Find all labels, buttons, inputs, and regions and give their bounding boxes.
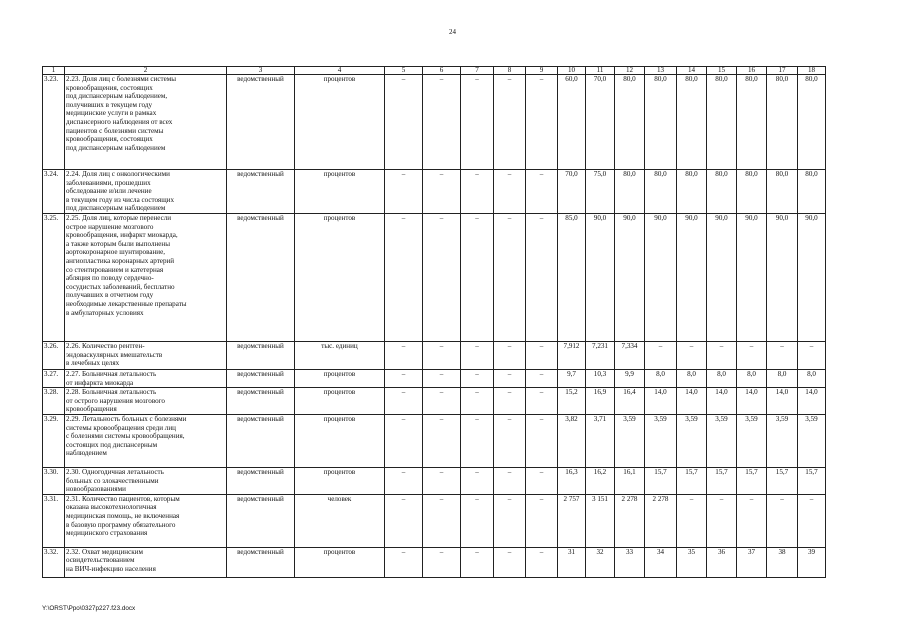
indicator-value: 85,0: [558, 214, 586, 342]
indicator-description: 2.23. Доля лиц с болезнями системы кровообращения, состоящих под диспансерным наблюдением, получивших в текущем году медицинские услуги в рамках диспансерного наблюдения от всех пациентов с болезнями системы кровообращения, состоящих под диспансерным наблюдением: [65, 75, 227, 170]
indicator-value: –: [461, 388, 494, 415]
indicator-type: ведомственный: [227, 342, 295, 370]
indicator-value: 80,0: [798, 75, 826, 170]
indicator-value: 32: [586, 547, 615, 577]
indicator-value: –: [767, 494, 798, 547]
indicator-value: 7,231: [586, 342, 615, 370]
indicator-unit: процентов: [295, 547, 385, 577]
indicator-value: 36: [707, 547, 737, 577]
indicator-value: 15,7: [707, 467, 737, 494]
indicator-value: –: [494, 370, 526, 388]
indicator-value: 80,0: [615, 75, 645, 170]
row-number: 3.26.: [43, 342, 65, 370]
indicator-value: –: [461, 370, 494, 388]
indicator-type: ведомственный: [227, 388, 295, 415]
row-number: 3.24.: [43, 170, 65, 214]
table-row: [43, 547, 826, 577]
indicator-value: 80,0: [707, 75, 737, 170]
indicator-value: –: [494, 388, 526, 415]
indicator-type: ведомственный: [227, 170, 295, 214]
indicator-value: 70,0: [558, 170, 586, 214]
indicator-description: 2.28. Больничная летальность от острого нарушения мозгового кровообращения: [65, 388, 227, 415]
indicator-value: 80,0: [798, 170, 826, 214]
indicator-description: 2.24. Доля лиц с онкологическими заболеваниями, прошедших обследование и/или лечение в текущем году из числа состоящих под диспансерным наблюдением: [65, 170, 227, 214]
indicator-value: 15,7: [798, 467, 826, 494]
indicator-unit: процентов: [295, 75, 385, 170]
row-number: 3.23.: [43, 75, 65, 170]
indicator-value: 2 278: [645, 494, 677, 547]
column-number-row: [43, 67, 826, 75]
column-number: 9: [526, 67, 558, 75]
row-number: 3.27.: [43, 370, 65, 388]
indicator-value: 90,0: [798, 214, 826, 342]
indicator-value: –: [494, 75, 526, 170]
row-number: 3.30.: [43, 467, 65, 494]
indicator-value: –: [385, 170, 423, 214]
indicator-value: 8,0: [645, 370, 677, 388]
indicator-value: –: [461, 75, 494, 170]
indicator-value: –: [385, 75, 423, 170]
indicator-value: –: [385, 494, 423, 547]
indicator-value: –: [494, 342, 526, 370]
indicator-value: –: [461, 170, 494, 214]
indicator-value: 3,59: [767, 414, 798, 467]
indicator-value: –: [737, 494, 767, 547]
indicator-value: –: [798, 494, 826, 547]
column-number: 14: [677, 67, 707, 75]
indicator-value: 10,3: [586, 370, 615, 388]
indicator-value: –: [526, 467, 558, 494]
indicator-value: –: [423, 170, 461, 214]
indicator-value: –: [423, 494, 461, 547]
indicator-value: 9,9: [615, 370, 645, 388]
indicators-table: [42, 66, 826, 578]
indicator-unit: процентов: [295, 214, 385, 342]
column-number: 6: [423, 67, 461, 75]
table-row: [43, 414, 826, 467]
column-number: 1: [43, 67, 65, 75]
indicator-value: 3,59: [615, 414, 645, 467]
indicator-value: –: [494, 547, 526, 577]
column-number: 5: [385, 67, 423, 75]
row-number: 3.32.: [43, 547, 65, 577]
indicator-value: –: [461, 547, 494, 577]
indicator-value: –: [494, 170, 526, 214]
indicator-value: 3,59: [645, 414, 677, 467]
indicator-value: –: [526, 414, 558, 467]
row-number: 3.28.: [43, 388, 65, 415]
indicator-value: 8,0: [798, 370, 826, 388]
indicator-value: –: [707, 342, 737, 370]
indicator-value: –: [526, 547, 558, 577]
indicator-value: –: [494, 414, 526, 467]
indicator-value: 80,0: [737, 170, 767, 214]
indicator-value: –: [526, 75, 558, 170]
indicator-unit: процентов: [295, 388, 385, 415]
indicator-value: 80,0: [677, 75, 707, 170]
indicator-value: 15,7: [645, 467, 677, 494]
indicator-value: 3,59: [737, 414, 767, 467]
column-number: 15: [707, 67, 737, 75]
indicator-value: 90,0: [615, 214, 645, 342]
column-number: 2: [65, 67, 227, 75]
indicator-value: –: [385, 388, 423, 415]
indicator-value: 3,82: [558, 414, 586, 467]
indicator-value: 16,2: [586, 467, 615, 494]
indicator-value: 3,59: [677, 414, 707, 467]
indicator-type: ведомственный: [227, 494, 295, 547]
indicator-value: 16,9: [586, 388, 615, 415]
indicator-value: 80,0: [645, 75, 677, 170]
indicator-value: 70,0: [586, 75, 615, 170]
indicator-value: –: [526, 214, 558, 342]
indicator-value: –: [526, 370, 558, 388]
indicator-value: 8,0: [677, 370, 707, 388]
indicator-type: ведомственный: [227, 414, 295, 467]
indicator-value: 37: [737, 547, 767, 577]
indicator-value: 16,1: [615, 467, 645, 494]
indicator-value: 9,7: [558, 370, 586, 388]
indicator-value: –: [423, 214, 461, 342]
indicator-description: 2.32. Охват медицинским освидетельствованием на ВИЧ-инфекцию населения: [65, 547, 227, 577]
indicator-value: 31: [558, 547, 586, 577]
indicator-value: 80,0: [707, 170, 737, 214]
indicator-value: 14,0: [677, 388, 707, 415]
indicator-value: –: [385, 370, 423, 388]
indicator-value: 3 151: [586, 494, 615, 547]
indicator-value: 35: [677, 547, 707, 577]
indicator-value: –: [385, 342, 423, 370]
column-number: 17: [767, 67, 798, 75]
column-number: 7: [461, 67, 494, 75]
row-number: 3.29.: [43, 414, 65, 467]
indicator-value: –: [526, 388, 558, 415]
table-row: [43, 342, 826, 370]
indicator-value: 2 757: [558, 494, 586, 547]
indicator-value: –: [385, 467, 423, 494]
footer-file-path: Y:\ORST\Ppo\0327p227.f23.docx: [42, 605, 136, 612]
indicator-type: ведомственный: [227, 75, 295, 170]
indicator-value: –: [423, 342, 461, 370]
indicator-value: 16,3: [558, 467, 586, 494]
table-row: [43, 388, 826, 415]
indicator-value: 80,0: [615, 170, 645, 214]
indicator-description: 2.27. Больничная летальность от инфаркта миокарда: [65, 370, 227, 388]
indicator-value: 3,59: [707, 414, 737, 467]
indicator-value: 3,71: [586, 414, 615, 467]
table-row: [43, 214, 826, 342]
column-number: 11: [586, 67, 615, 75]
indicator-value: 16,4: [615, 388, 645, 415]
indicator-value: 80,0: [767, 170, 798, 214]
indicator-value: 80,0: [677, 170, 707, 214]
column-number: 4: [295, 67, 385, 75]
indicator-unit: человек: [295, 494, 385, 547]
column-number: 12: [615, 67, 645, 75]
indicator-value: –: [494, 214, 526, 342]
indicator-value: 75,0: [586, 170, 615, 214]
row-number: 3.31.: [43, 494, 65, 547]
indicator-value: –: [677, 342, 707, 370]
indicator-value: –: [526, 494, 558, 547]
indicator-value: 2 278: [615, 494, 645, 547]
indicator-value: 39: [798, 547, 826, 577]
table-row: [43, 370, 826, 388]
indicator-value: 90,0: [645, 214, 677, 342]
indicator-type: ведомственный: [227, 467, 295, 494]
indicator-value: –: [423, 467, 461, 494]
indicator-value: –: [461, 342, 494, 370]
indicator-value: 38: [767, 547, 798, 577]
column-number: 3: [227, 67, 295, 75]
column-number: 13: [645, 67, 677, 75]
indicator-value: 80,0: [645, 170, 677, 214]
indicator-value: 7,334: [615, 342, 645, 370]
page-number: 24: [449, 28, 456, 36]
indicator-value: –: [737, 342, 767, 370]
indicator-description: 2.31. Количество пациентов, которым оказана высокотехнологичная медицинская помощь, не включенная в базовую программу обязательного медицинского страхования: [65, 494, 227, 547]
indicator-value: –: [494, 467, 526, 494]
indicator-value: –: [645, 342, 677, 370]
indicator-value: 15,2: [558, 388, 586, 415]
indicator-value: –: [423, 370, 461, 388]
indicator-value: 3,59: [798, 414, 826, 467]
indicator-value: –: [385, 414, 423, 467]
indicator-value: –: [423, 414, 461, 467]
indicator-value: 8,0: [767, 370, 798, 388]
indicator-value: 15,7: [737, 467, 767, 494]
indicator-description: 2.25. Доля лиц, которые перенесли острое нарушение мозгового кровообращения, инфаркт миокарда, а также которым были выполнены аортокоронарное шунтирование, ангиопластика коронарных артерий со стентированием и катетерная абляция по поводу сердечно- сосудистых заболеваний, бесплатно получавших в отчетном году необходимые лекарственные препараты в амбулаторных условиях: [65, 214, 227, 342]
indicator-value: –: [461, 214, 494, 342]
indicator-value: –: [423, 547, 461, 577]
indicator-value: 8,0: [737, 370, 767, 388]
indicator-value: 15,7: [677, 467, 707, 494]
indicator-value: –: [494, 494, 526, 547]
indicator-value: 14,0: [737, 388, 767, 415]
indicator-value: 34: [645, 547, 677, 577]
indicator-value: 14,0: [767, 388, 798, 415]
indicator-value: 7,912: [558, 342, 586, 370]
indicator-unit: процентов: [295, 467, 385, 494]
table-row: [43, 494, 826, 547]
indicator-value: –: [461, 494, 494, 547]
table-row: [43, 170, 826, 214]
indicator-unit: тыс. единиц: [295, 342, 385, 370]
column-number: 10: [558, 67, 586, 75]
indicator-value: 8,0: [707, 370, 737, 388]
indicator-unit: процентов: [295, 370, 385, 388]
table-row: [43, 75, 826, 170]
indicator-value: 90,0: [586, 214, 615, 342]
indicator-type: ведомственный: [227, 214, 295, 342]
indicator-unit: процентов: [295, 414, 385, 467]
indicator-value: –: [677, 494, 707, 547]
indicator-value: –: [798, 342, 826, 370]
indicator-type: ведомственный: [227, 547, 295, 577]
indicator-value: 90,0: [677, 214, 707, 342]
indicator-value: 90,0: [707, 214, 737, 342]
indicator-value: 80,0: [737, 75, 767, 170]
indicator-value: 80,0: [767, 75, 798, 170]
indicator-value: –: [385, 214, 423, 342]
indicator-unit: процентов: [295, 170, 385, 214]
indicator-value: –: [461, 467, 494, 494]
indicator-value: 14,0: [798, 388, 826, 415]
column-number: 8: [494, 67, 526, 75]
indicator-value: –: [767, 342, 798, 370]
row-number: 3.25.: [43, 214, 65, 342]
indicator-value: –: [423, 75, 461, 170]
column-number: 18: [798, 67, 826, 75]
indicator-value: 90,0: [767, 214, 798, 342]
indicator-value: –: [526, 170, 558, 214]
indicator-description: 2.29. Летальность больных с болезнями системы кровообращения среди лиц с болезнями системы кровообращения, состоящих под диспансерным наблюдением: [65, 414, 227, 467]
indicator-value: 33: [615, 547, 645, 577]
indicator-value: 90,0: [737, 214, 767, 342]
indicator-value: –: [423, 388, 461, 415]
indicator-value: –: [707, 494, 737, 547]
indicator-value: 15,7: [767, 467, 798, 494]
column-number: 16: [737, 67, 767, 75]
indicator-description: 2.26. Количество рентген- эндоваскулярных вмешательств в лечебных целях: [65, 342, 227, 370]
indicator-value: –: [461, 414, 494, 467]
indicator-description: 2.30. Одногодичная летальность больных со злокачественными новообразованиями: [65, 467, 227, 494]
indicator-value: –: [385, 547, 423, 577]
indicator-type: ведомственный: [227, 370, 295, 388]
indicator-value: 14,0: [645, 388, 677, 415]
indicator-value: 60,0: [558, 75, 586, 170]
table-row: [43, 467, 826, 494]
indicator-value: 14,0: [707, 388, 737, 415]
indicator-value: –: [526, 342, 558, 370]
